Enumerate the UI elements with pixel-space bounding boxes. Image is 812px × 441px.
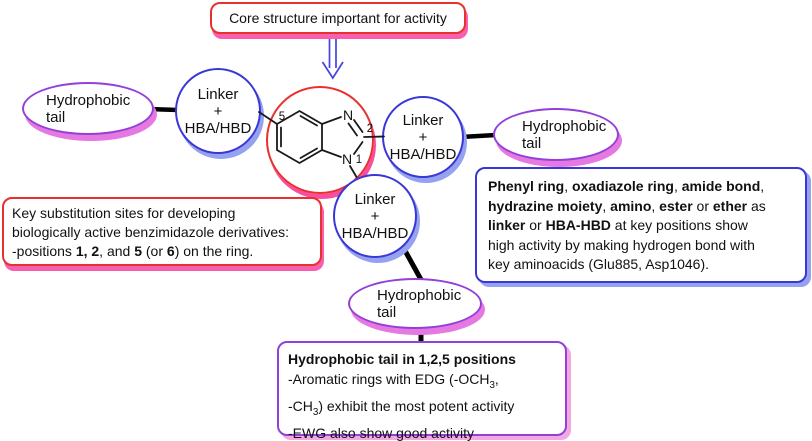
position-label-1: 1 (355, 154, 363, 166)
key-sites-text: Key substitution sites for developing biologically active benzimidazole derivatives: -positions 1, 2, and 5 (or 6) on the ring. (12, 205, 290, 259)
down-arrow-icon (323, 35, 344, 78)
tail-label-line2: tail (522, 134, 542, 152)
position-label-5: 5 (278, 111, 286, 123)
linker-info-box (475, 167, 807, 283)
tail-label-line1: Hydrophobic (377, 286, 462, 304)
linker-label-line2: + (370, 207, 380, 225)
linker-info-text: Phenyl ring, oxadiazole ring, amide bond, hydrazine moiety, amino, ester or ether as linker or HBA-HBD at key positions show high activity by making hydrogen bond with key aminoacids (Glu885, Asp1046). (488, 178, 766, 272)
linker-label-line1: Linker (197, 85, 239, 103)
atom-label-n3: N (342, 107, 354, 123)
connector-right-linker-tail (461, 135, 496, 137)
linker-label-line2: + (418, 128, 428, 146)
hydrophobic-tail-node-left (22, 82, 154, 135)
atom-label-n1: N (341, 151, 353, 167)
linker-label-line1: Linker (402, 111, 444, 129)
tail-label-line2: tail (46, 108, 66, 126)
tail-label-line2: tail (377, 303, 397, 321)
tail-label-line1: Hydrophobic (46, 91, 131, 109)
hydrophobic-tail-node-bottom (348, 278, 482, 329)
tail-info-text: Hydrophobic tail in 1,2,5 positions -Aromatic rings with EDG ($-OCH_3$, $-CH_3$) exhibit the most potent activity -EWG also show good activity (288, 351, 516, 441)
key-sites-box (2, 197, 322, 266)
linker-label-line2: + (213, 102, 223, 120)
linker-label-line1: Linker (354, 190, 396, 208)
hydrophobic-tail-node-right (493, 108, 619, 161)
linker-node-left (175, 68, 261, 154)
core-structure-banner (210, 2, 466, 34)
position-label-2: 2 (366, 123, 374, 135)
banner-label: Core structure important for activity (229, 10, 447, 26)
tail-info-box (277, 341, 567, 441)
linker-label-line3: HBA/HBD (389, 145, 457, 163)
linker-label-line3: HBA/HBD (184, 119, 252, 137)
tail-label-line1: Hydrophobic (522, 117, 607, 135)
linker-node-bottom (333, 174, 417, 258)
linker-node-right (382, 96, 464, 178)
linker-label-line3: HBA/HBD (341, 224, 409, 242)
